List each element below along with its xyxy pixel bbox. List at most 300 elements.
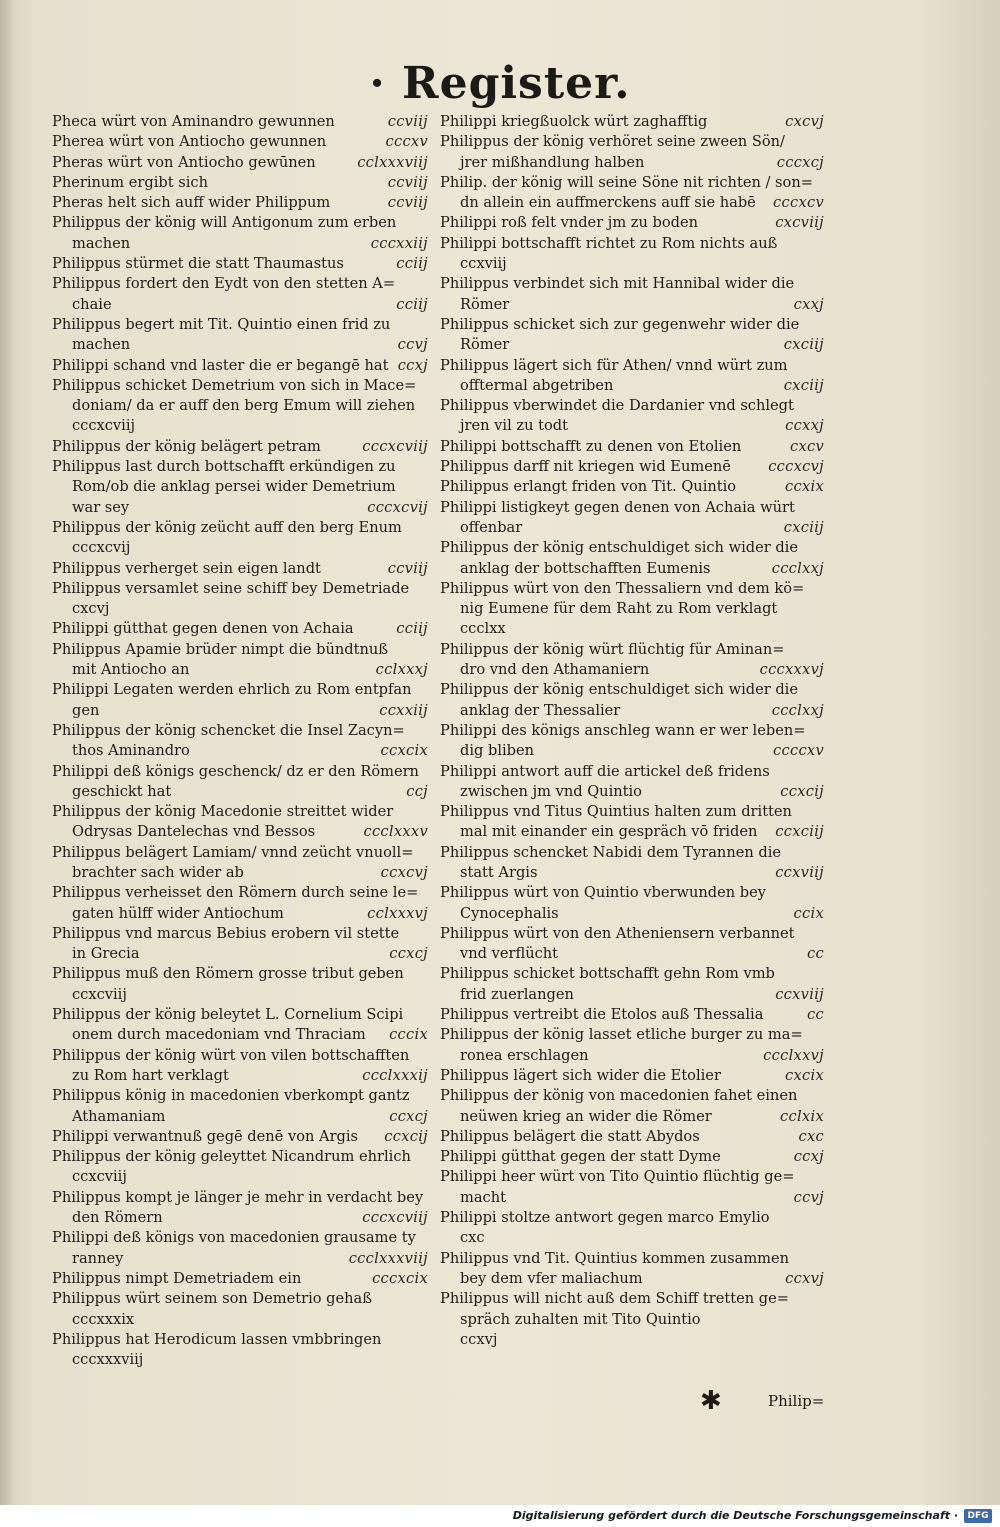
entry-continuation-line	[440, 254, 832, 274]
entry-text: Philippi kriegßuolck würt zaghafftig	[440, 113, 708, 130]
register-entry	[52, 1228, 436, 1269]
entry-text: Philippus verheisset den Römern durch seine le=	[52, 884, 419, 902]
folio-number: cxcvj	[785, 113, 824, 130]
register-entry	[52, 457, 436, 518]
entry-heading-line	[52, 213, 436, 233]
entry-text: ranney	[72, 1249, 124, 1267]
entry-text: offenbar	[460, 518, 523, 536]
entry-text: Philippus schencket Nabidi dem Tyrannen die	[440, 843, 782, 861]
register-entry	[52, 1269, 436, 1289]
entry-continuation-line	[440, 1228, 832, 1248]
entry-text: cxc	[460, 1229, 485, 1247]
entry-text: ccxvj	[460, 1330, 498, 1348]
entry-text: jren vil zu todt	[460, 417, 568, 435]
entry-text: Philippus vnd marcus Bebius erobern vil stette	[52, 924, 400, 942]
entry-heading-line	[440, 498, 832, 518]
entry-text: doniam/ da er auff den berg Emum will ziehen	[72, 397, 416, 415]
folio-number: ccix	[793, 904, 824, 922]
entry-text: Philippus muß den Römern grosse tribut geben	[52, 965, 404, 983]
entry-text: Philippus der könig von macedonien fahet einen	[440, 1087, 798, 1105]
entry-text: Philippus der könig lasset etliche burger zu ma=	[440, 1026, 803, 1044]
register-entry	[440, 1289, 832, 1350]
entry-heading-line	[440, 924, 832, 944]
entry-text: jrer mißhandlung halben	[460, 153, 645, 171]
register-entry	[52, 274, 436, 315]
register-entry	[440, 1147, 832, 1167]
folio-number: ccvj	[397, 336, 428, 354]
entry-heading-line	[440, 1249, 832, 1269]
register-entry	[52, 762, 436, 803]
entry-heading-line	[440, 1127, 832, 1147]
entry-heading-line	[440, 538, 832, 558]
register-entry	[440, 964, 832, 1005]
entry-heading-line	[52, 579, 436, 599]
entry-heading-line	[440, 721, 832, 741]
entry-heading-line	[440, 579, 832, 599]
folio-number: cxciij	[783, 336, 824, 354]
entry-continuation-line	[52, 234, 436, 254]
register-entry	[52, 843, 436, 884]
register-entry	[52, 1188, 436, 1229]
folio-number: cciij	[396, 255, 428, 273]
folio-number: ccj	[406, 782, 428, 800]
register-entry	[440, 498, 832, 539]
entry-text: machen	[72, 336, 131, 354]
entry-continuation-line	[440, 1310, 832, 1330]
entry-text: ccxviij	[460, 255, 507, 273]
entry-text: Pheras würt von Antiocho gewūnen	[52, 153, 316, 171]
entry-text: Philippus der könig beleytet L. Cornelium Scipi	[52, 1006, 404, 1024]
entry-text: dro vnd den Athamaniern	[460, 661, 650, 679]
entry-text: zwischen jm vnd Quintio	[460, 782, 642, 800]
register-entry	[52, 559, 436, 579]
entry-continuation-line	[440, 193, 832, 213]
folio-number: ccxcvj	[380, 863, 428, 881]
entry-text: Philippi antwort auff die artickel deß fridens	[440, 762, 770, 780]
register-entry	[440, 457, 832, 477]
register-entry	[52, 1330, 436, 1371]
entry-text: Philippus der könig würt flüchtig für Aminan=	[440, 640, 785, 658]
entry-heading-line	[440, 396, 832, 416]
folio-number: ccxviij	[775, 985, 824, 1003]
register-column-right	[440, 112, 832, 1350]
entry-text: Philippi gütthat gegen denen von Achaia	[52, 620, 354, 638]
entry-heading-line	[52, 1046, 436, 1066]
entry-heading-line	[440, 1289, 832, 1309]
entry-heading-line	[52, 274, 436, 294]
entry-text: Philippus der könig verhöret seine zween Sön/	[440, 133, 785, 151]
entry-text: spräch zuhalten mit Tito Quintio	[460, 1310, 701, 1328]
entry-text: Philippus darff nit kriegen wid Eumenē	[440, 458, 731, 476]
register-entry	[440, 112, 832, 132]
entry-heading-line	[52, 1127, 436, 1147]
entry-text: Philippus versamlet seine schiff bey Demetriade	[52, 579, 410, 597]
folio-number: cccix	[389, 1026, 428, 1044]
entry-text: Cynocephalis	[460, 904, 559, 922]
register-entry	[52, 1086, 436, 1127]
folio-number: cccxcvj	[768, 458, 824, 476]
entry-text: cccxxxviij	[72, 1351, 144, 1369]
entry-text: Philippi Legaten werden ehrlich zu Rom entpfan	[52, 681, 412, 699]
register-entry	[440, 1005, 832, 1025]
register-entry	[440, 579, 832, 640]
entry-continuation-line	[52, 1025, 436, 1045]
entry-heading-line	[52, 680, 436, 700]
folio-number: ccccxv	[773, 742, 824, 760]
folio-number: cccxxxvj	[759, 661, 824, 679]
entry-text: Philippus der könig Macedonie streittet wider	[52, 803, 394, 821]
entry-text: Philippus der könig entschuldiget sich wider die	[440, 681, 798, 699]
entry-heading-line	[52, 437, 436, 457]
register-entry	[52, 518, 436, 559]
folio-number: cxciij	[783, 376, 824, 394]
entry-text: offtermal abgetriben	[460, 376, 614, 394]
register-entry	[440, 234, 832, 275]
entry-heading-line	[440, 1208, 832, 1228]
entry-text: Philippus will nicht auß dem Schiff tretten ge=	[440, 1290, 789, 1308]
folio-number: ccclxxxij	[362, 1066, 428, 1084]
folio-number: ccclxxxviij	[348, 1249, 428, 1267]
entry-continuation-line	[52, 1350, 436, 1370]
entry-text: Philippus lägert sich für Athen/ vnnd würt zum	[440, 356, 788, 374]
register-column-left	[52, 112, 436, 1370]
entry-text: Philippus verherget sein eigen landt	[52, 559, 321, 577]
entry-heading-line	[52, 1289, 436, 1309]
entry-text: statt Argis	[460, 863, 538, 881]
register-entry	[440, 802, 832, 843]
register-entry	[440, 883, 832, 924]
register-entry	[440, 132, 832, 173]
entry-text: Philippus der könig zeücht auff den berg Enum	[52, 518, 402, 536]
entry-text: frid zuerlangen	[460, 985, 574, 1003]
entry-heading-line	[440, 1167, 832, 1187]
entry-heading-line	[52, 193, 436, 213]
entry-text: Philippus erlangt friden von Tit. Quintio	[440, 478, 737, 496]
register-entry	[52, 254, 436, 274]
register-entry	[440, 721, 832, 762]
entry-text: Römer	[460, 336, 510, 354]
entry-continuation-line	[440, 985, 832, 1005]
entry-heading-line	[52, 153, 436, 173]
entry-continuation-line	[440, 559, 832, 579]
entry-heading-line	[440, 234, 832, 254]
entry-heading-line	[440, 315, 832, 335]
entry-heading-line	[440, 477, 832, 497]
entry-heading-line	[52, 619, 436, 639]
funding-notice: Digitalisierung gefördert durch die Deutsche Forschungsgemeinschaft ·	[512, 1509, 958, 1522]
register-entry	[440, 1127, 832, 1147]
entry-text: Philippus vberwindet die Dardanier vnd schlegt	[440, 397, 794, 415]
folio-number: ccxciij	[775, 823, 824, 841]
entry-continuation-line	[440, 1330, 832, 1350]
register-entry	[440, 274, 832, 315]
register-entry	[440, 173, 832, 214]
register-entry	[440, 437, 832, 457]
entry-continuation-line	[52, 498, 436, 518]
entry-text: dig bliben	[460, 742, 535, 760]
register-entry	[52, 315, 436, 356]
folio-number: ccclxxxv	[363, 823, 428, 841]
entry-continuation-line	[52, 1249, 436, 1269]
entry-heading-line	[52, 173, 436, 193]
entry-text: Philippus last durch bottschafft erkündigen zu	[52, 458, 396, 476]
entry-text: Philippus begert mit Tit. Quintio einen frid zu	[52, 315, 391, 333]
folio-number: ccxix	[785, 478, 824, 496]
register-entry	[440, 213, 832, 233]
entry-text: cxcvj	[72, 600, 110, 618]
entry-text: thos Aminandro	[72, 742, 190, 760]
signature-mark-icon: ✱	[700, 1386, 722, 1416]
entry-text: Philippus hat Herodicum lassen vmbbringen	[52, 1330, 382, 1348]
register-entry	[440, 315, 832, 356]
register-entry	[440, 1066, 832, 1086]
entry-text: machen	[72, 234, 131, 252]
entry-text: Philippus der könig schencket die Insel Zacyn=	[52, 721, 405, 739]
entry-heading-line	[52, 1330, 436, 1350]
register-entry	[52, 132, 436, 152]
register-entry	[52, 883, 436, 924]
folio-number: ccxxj	[785, 417, 824, 435]
entry-text: cccxxxix	[72, 1310, 135, 1328]
entry-text: den Römern	[72, 1209, 163, 1227]
entry-heading-line	[440, 802, 832, 822]
entry-text: Römer	[460, 295, 510, 313]
entry-continuation-line	[52, 1167, 436, 1187]
entry-continuation-line	[52, 477, 436, 497]
register-entry	[52, 1127, 436, 1147]
entry-continuation-line	[440, 1188, 832, 1208]
entry-text: Philippus würt von den Thessaliern vnd dem kö=	[440, 579, 805, 597]
register-entry	[440, 1025, 832, 1066]
entry-continuation-line	[52, 416, 436, 436]
entry-text: Philippus nimpt Demetriadem ein	[52, 1269, 302, 1287]
folio-number: ccxcj	[389, 945, 428, 963]
entry-heading-line	[52, 762, 436, 782]
entry-heading-line	[52, 802, 436, 822]
folio-number: cccxcviij	[362, 437, 428, 455]
entry-heading-line	[52, 1147, 436, 1167]
entry-text: onem durch macedoniam vnd Thraciam	[72, 1026, 366, 1044]
entry-text: Philippus würt von Quintio vberwunden bey	[440, 884, 766, 902]
entry-heading-line	[440, 843, 832, 863]
register-entry	[52, 802, 436, 843]
entry-text: Philippi heer würt von Tito Quintio flüchtig ge=	[440, 1168, 795, 1186]
entry-continuation-line	[52, 335, 436, 355]
folio-number: ccxj	[397, 356, 428, 374]
entry-text: Philippus vnd Tit. Quintius kommen zusammen	[440, 1249, 790, 1267]
register-entry	[440, 396, 832, 437]
entry-text: cccxcvij	[72, 539, 131, 557]
dfg-logo: DFG	[964, 1509, 992, 1523]
entry-text: Odrysas Dantelechas vnd Bessos	[72, 823, 316, 841]
entry-continuation-line	[52, 822, 436, 842]
footer-bar	[0, 1505, 1000, 1527]
folio-number: ccxxiij	[379, 701, 428, 719]
entry-text: dn allein ein auffmerckens auff sie habē	[460, 194, 756, 212]
entry-text: geschickt hat	[72, 782, 172, 800]
entry-text: Philippus fordert den Eydt von den stetten A=	[52, 275, 396, 293]
entry-text: Philippi bottschafft richtet zu Rom nichts auß	[440, 234, 778, 252]
register-entry	[440, 1167, 832, 1208]
entry-heading-line	[52, 356, 436, 376]
register-entry	[440, 1249, 832, 1290]
folio-number: cccxxiij	[370, 234, 428, 252]
entry-heading-line	[52, 132, 436, 152]
entry-text: ccclxx	[460, 620, 506, 638]
entry-continuation-line	[52, 660, 436, 680]
folio-number: ccxj	[793, 1148, 824, 1166]
folio-number: ccxcij	[780, 782, 824, 800]
entry-heading-line	[52, 376, 436, 396]
folio-number: cxcix	[785, 1066, 824, 1084]
folio-number: ccxcix	[380, 742, 428, 760]
entry-heading-line	[440, 762, 832, 782]
register-entry	[440, 477, 832, 497]
entry-text: Philippus stürmet die statt Thaumastus	[52, 255, 344, 273]
entry-heading-line	[440, 1005, 832, 1025]
register-entry	[52, 153, 436, 173]
entry-continuation-line	[52, 1107, 436, 1127]
entry-continuation-line	[440, 741, 832, 761]
entry-heading-line	[440, 437, 832, 457]
register-entry	[440, 538, 832, 579]
entry-continuation-line	[440, 1107, 832, 1127]
entry-heading-line	[52, 1086, 436, 1106]
entry-continuation-line	[52, 701, 436, 721]
entry-text: zu Rom hart verklagt	[72, 1066, 229, 1084]
folio-number: ccclxxj	[771, 559, 824, 577]
folio-number: ccclxxvj	[763, 1046, 824, 1064]
entry-text: Philippi stoltze antwort gegen marco Emylio	[440, 1209, 770, 1227]
folio-number: cciij	[396, 295, 428, 313]
entry-text: Philip. der könig will seine Söne nit richten / son=	[440, 173, 813, 191]
folio-number: cxc	[798, 1127, 824, 1145]
entry-heading-line	[52, 843, 436, 863]
register-entry	[440, 356, 832, 397]
entry-heading-line	[52, 1228, 436, 1248]
page-title: · Register.	[369, 58, 631, 109]
folio-number: cccxcvij	[367, 498, 428, 516]
entry-heading-line	[52, 1269, 436, 1289]
entry-text: Philippus kompt je länger je mehr in verdacht bey	[52, 1188, 424, 1206]
entry-text: gaten hülff wider Antiochum	[72, 904, 284, 922]
entry-heading-line	[52, 924, 436, 944]
entry-continuation-line	[440, 416, 832, 436]
folio-number: cc	[807, 1006, 824, 1024]
entry-continuation-line	[440, 822, 832, 842]
entry-heading-line	[440, 883, 832, 903]
entry-text: Philippus würt von den Atheniensern verbannet	[440, 924, 795, 942]
register-entry	[440, 640, 832, 681]
folio-number: ccviij	[387, 173, 428, 191]
folio-number: cxxj	[793, 295, 824, 313]
entry-heading-line	[440, 1086, 832, 1106]
folio-number: ccxcj	[389, 1107, 428, 1125]
entry-heading-line	[440, 1147, 832, 1167]
register-entry	[52, 1147, 436, 1188]
entry-heading-line	[440, 274, 832, 294]
folio-number: ccclxxj	[771, 701, 824, 719]
entry-continuation-line	[52, 1208, 436, 1228]
entry-heading-line	[52, 457, 436, 477]
entry-text: in Grecia	[72, 945, 140, 963]
entry-heading-line	[440, 356, 832, 376]
entry-heading-line	[440, 213, 832, 233]
folio-number: ccxcij	[384, 1127, 428, 1145]
register-entry	[52, 356, 436, 376]
entry-text: Philippus lägert sich wider die Etolier	[440, 1066, 721, 1084]
folio-number: cxcv	[789, 437, 824, 455]
entry-text: Rom/ob die anklag persei wider Demetrium	[72, 478, 396, 496]
entry-text: Pherea würt von Antiocho gewunnen	[52, 133, 327, 151]
entry-text: Pherinum ergibt sich	[52, 173, 208, 191]
entry-continuation-line	[52, 1066, 436, 1086]
entry-text: macht	[460, 1188, 506, 1206]
entry-text: war sey	[72, 498, 130, 516]
entry-continuation-line	[52, 538, 436, 558]
entry-continuation-line	[440, 599, 832, 619]
entry-text: ccxcviij	[72, 985, 127, 1003]
entry-continuation-line	[440, 944, 832, 964]
entry-continuation-line	[440, 863, 832, 883]
entry-continuation-line	[52, 396, 436, 416]
entry-continuation-line	[52, 741, 436, 761]
register-entry	[440, 1086, 832, 1127]
register-entry	[52, 680, 436, 721]
entry-continuation-line	[440, 701, 832, 721]
entry-heading-line	[52, 964, 436, 984]
register-entry	[440, 762, 832, 803]
entry-text: Philippi roß felt vnder jm zu boden	[440, 214, 699, 232]
entry-text: Philippi schand vnd laster die er begangē hat	[52, 356, 389, 374]
page-gutter-shadow	[0, 0, 14, 1505]
entry-heading-line	[440, 964, 832, 984]
entry-text: Philippi verwantnuß gegē denē von Argis	[52, 1127, 359, 1145]
entry-continuation-line	[440, 335, 832, 355]
entry-text: Philippi deß königs von macedonien grausame ty	[52, 1229, 416, 1247]
register-entry	[52, 579, 436, 620]
entry-text: ronea erschlagen	[460, 1046, 589, 1064]
entry-text: Pheca würt von Aminandro gewunnen	[52, 113, 335, 130]
entry-text: nig Eumene für dem Raht zu Rom verklagt	[460, 600, 778, 618]
register-entry	[52, 1289, 436, 1330]
entry-text: Philippus schicket Demetrium von sich in Mace=	[52, 376, 417, 394]
folio-number: cccxcix	[372, 1269, 428, 1287]
entry-continuation-line	[440, 1046, 832, 1066]
entry-text: Philippus verbindet sich mit Hannibal wider die	[440, 275, 795, 293]
entry-text: anklag der Thessalier	[460, 701, 621, 719]
register-entry	[52, 721, 436, 762]
entry-heading-line	[52, 518, 436, 538]
register-entry	[52, 376, 436, 437]
register-entry	[440, 1208, 832, 1249]
entry-continuation-line	[52, 599, 436, 619]
entry-continuation-line	[440, 518, 832, 538]
entry-text: anklag der bottschafften Eumenis	[460, 559, 711, 577]
entry-heading-line	[440, 173, 832, 193]
folio-number: cclxxxviij	[357, 153, 428, 171]
entry-text: Philippus schicket sich zur gegenwehr wider die	[440, 315, 800, 333]
register-entry	[52, 924, 436, 965]
register-entry	[52, 112, 436, 132]
folio-number: ccviij	[387, 559, 428, 577]
entry-continuation-line	[440, 904, 832, 924]
entry-continuation-line	[52, 863, 436, 883]
entry-continuation-line	[440, 660, 832, 680]
register-entry	[440, 680, 832, 721]
folio-number: cccxcv	[773, 194, 824, 212]
register-entry	[52, 173, 436, 193]
